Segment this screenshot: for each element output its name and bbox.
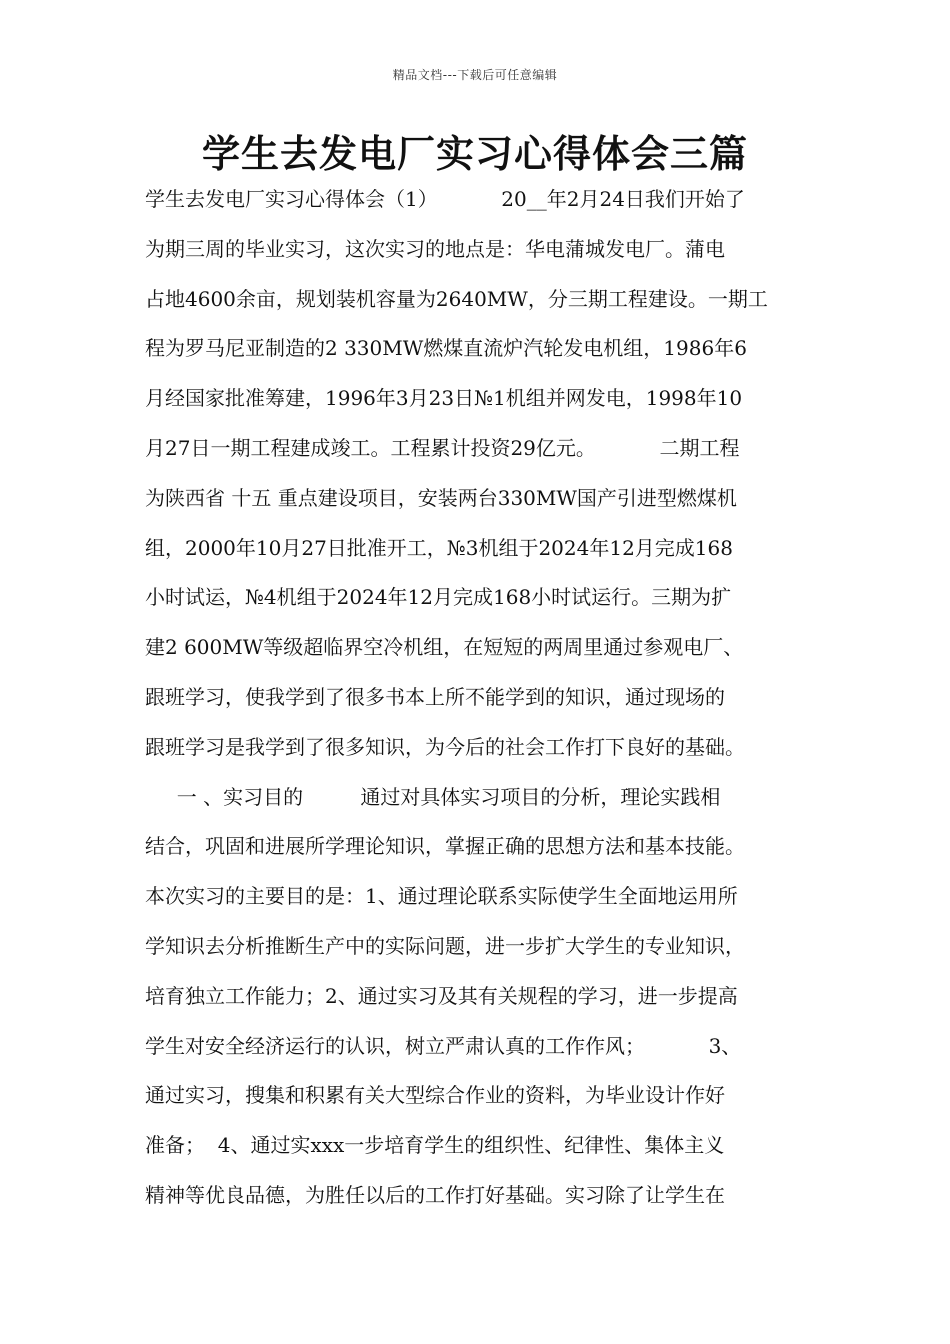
body-line-18: 学生对安全经济运行的认识，树立严肃认真的工作作风； 3、 <box>145 1033 742 1058</box>
body-line-5: 月经国家批准筹建，1996年3月23日№1机组并网发电，1998年10 <box>145 386 743 411</box>
body-line-8: 组，2000年10月27日批准开工，№3机组于2024年12月完成168 <box>145 535 733 560</box>
body-line-1: 学生去发电厂实习心得体会（1） 20__年2月24日我们开始了 <box>145 187 745 211</box>
body-line-14: 结合，巩固和进展所学理论知识，掌握正确的思想方法和基本技能。 <box>145 834 745 859</box>
body-line-17: 培育独立工作能力；2、通过实习及其有关规程的学习，进一步提高 <box>145 983 738 1008</box>
body-line-11: 跟班学习，使我学到了很多书本上所不能学到的知识，通过现场的 <box>145 684 725 709</box>
body-line-2: 为期三周的毕业实习，这次实习的地点是：华电蒲城发电厂。蒲电 <box>145 236 725 261</box>
body-line-13: 一 、实习目的 通过对具体实习项目的分析，理论实践相 <box>145 784 721 809</box>
body-line-3: 占地4600余亩，规划装机容量为2640MW，分三期工程建设。一期工 <box>145 286 768 311</box>
body-line-20: 准备； 4、通过实xxx一步培育学生的组织性、纪律性、集体主义 <box>145 1133 725 1158</box>
body-line-12: 跟班学习是我学到了很多知识，为今后的社会工作打下良好的基础。 <box>145 734 745 759</box>
body-line-19: 通过实习，搜集和积累有关大型综合作业的资料，为毕业设计作好 <box>145 1083 725 1108</box>
page-header-watermark: 精品文档---下载后可任意编辑 <box>392 68 558 82</box>
body-line-10: 建2 600MW等级超临界空冷机组，在短短的两周里通过参观电厂、 <box>145 635 744 660</box>
body-line-6: 月27日一期工程建成竣工。工程累计投资29亿元。 二期工程 <box>145 435 740 460</box>
document-body <box>145 183 835 1229</box>
body-line-15: 本次实习的主要目的是：1、通过理论联系实际使学生全面地运用所 <box>145 884 738 909</box>
body-line-9: 小时试运，№4机组于2024年12月完成168小时试运行。三期为扩 <box>145 585 732 610</box>
document-title: 学生去发电厂实习心得体会三篇 <box>201 132 748 176</box>
body-line-16: 学知识去分析推断生产中的实际问题，进一步扩大学生的专业知识， <box>145 933 745 958</box>
body-line-21: 精神等优良品德，为胜任以后的工作打好基础。实习除了让学生在 <box>145 1182 725 1207</box>
body-line-7: 为陕西省 十五 重点建设项目，安装两台330MW国产引进型燃煤机 <box>145 485 737 510</box>
body-line-4: 程为罗马尼亚制造的2 330MW燃煤直流炉汽轮发电机组，1986年6 <box>145 336 747 361</box>
